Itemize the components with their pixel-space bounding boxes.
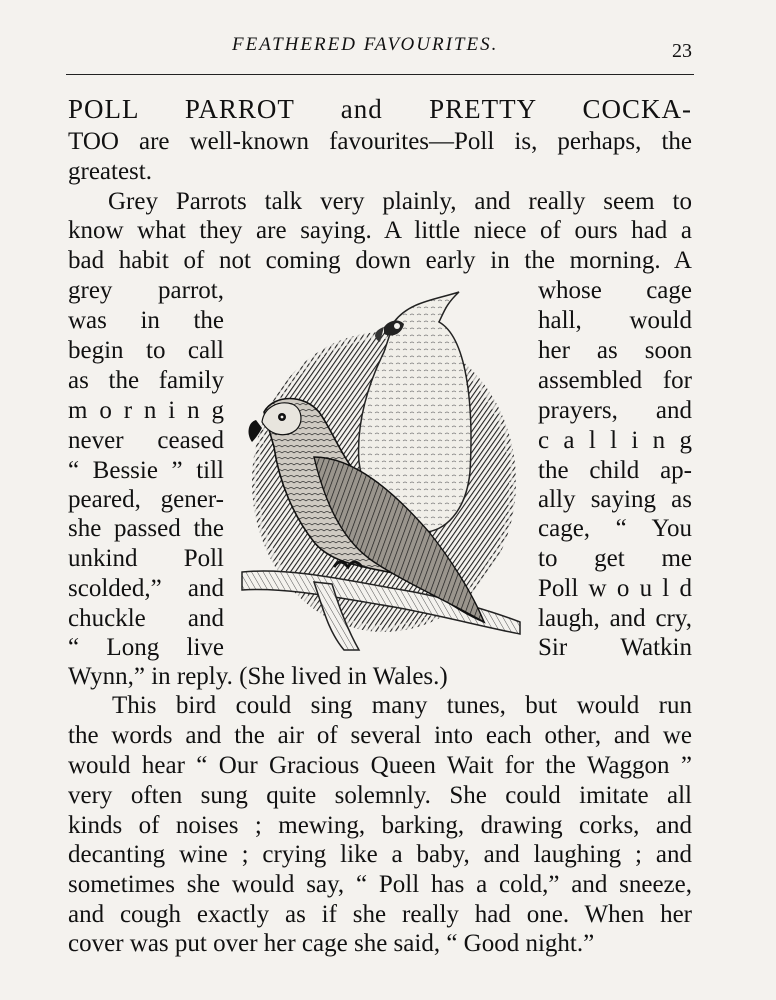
right-column-line: Poll w o u l d — [538, 575, 692, 602]
right-column-line: to get me — [538, 545, 692, 572]
running-head: FEATHERED FAVOURITES. — [232, 34, 499, 55]
right-column-line: whose cage — [538, 277, 692, 304]
left-column-line: “ Bessie ” till — [68, 457, 224, 484]
text-line: POLL PARROT and PRETTY COCKA- — [68, 94, 692, 124]
text-line: bad habit of not coming down early in the morning. A — [68, 247, 692, 274]
left-column-line: m o r n i n g — [68, 397, 224, 424]
text-line: kinds of noises ; mewing, barking, drawing corks, and — [68, 812, 692, 839]
text-line: very often sung quite solemnly. She could imitate all — [68, 782, 692, 809]
left-column-line: grey parrot, — [68, 277, 224, 304]
right-column-line: c a l l i n g — [538, 427, 692, 454]
left-column-line: peared, gener- — [68, 486, 224, 513]
text-line: sometimes she would say, “ Poll has a cold,” and sneeze, — [68, 871, 692, 898]
left-column-line: as the family — [68, 367, 224, 394]
text-line: greatest. — [68, 158, 152, 185]
header-rule — [66, 74, 694, 75]
left-column-line: “ Long live — [68, 634, 224, 661]
left-column-line: unkind Poll — [68, 545, 224, 572]
left-column-line: scolded,” and — [68, 575, 224, 602]
text-line: Wynn,” in reply. (She lived in Wales.) — [68, 663, 448, 690]
left-column-line: was in the — [68, 307, 224, 334]
left-column-line: she passed the — [68, 515, 224, 542]
right-column-line: ally saying as — [538, 486, 692, 513]
left-column-line: begin to call — [68, 337, 224, 364]
text-line: cover was put over her cage she said, “ Good night.” — [68, 930, 595, 957]
text-line: know what they are saying. A little niece of ours had a — [68, 217, 692, 244]
text-line: Grey Parrots talk very plainly, and really seem to — [108, 188, 692, 215]
text-line: and cough exactly as if she really had one. When her — [68, 901, 692, 928]
right-column-line: cage, “ You — [538, 515, 692, 542]
right-column-line: the child ap- — [538, 457, 692, 484]
right-column-line: Sir Watkin — [538, 634, 692, 661]
text-line: would hear “ Our Gracious Queen Wait for the Waggon ” — [68, 752, 692, 779]
parrot-cockatoo-engraving — [234, 282, 522, 652]
text-line: the words and the air of several into each other, and we — [68, 722, 692, 749]
left-column-line: chuckle and — [68, 605, 224, 632]
text-line: decanting wine ; crying like a baby, and laughing ; and — [68, 841, 692, 868]
right-column-line: laugh, and cry, — [538, 605, 692, 632]
right-column-line: assembled for — [538, 367, 692, 394]
text-line: TOO are well-known favourites—Poll is, perhaps, the — [68, 128, 692, 155]
right-column-line: her as soon — [538, 337, 692, 364]
right-column-line: prayers, and — [538, 397, 692, 424]
text-line: This bird could sing many tunes, but would run — [112, 692, 692, 719]
right-column-line: hall, would — [538, 307, 692, 334]
page-number: 23 — [672, 40, 692, 62]
left-column-line: never ceased — [68, 427, 224, 454]
